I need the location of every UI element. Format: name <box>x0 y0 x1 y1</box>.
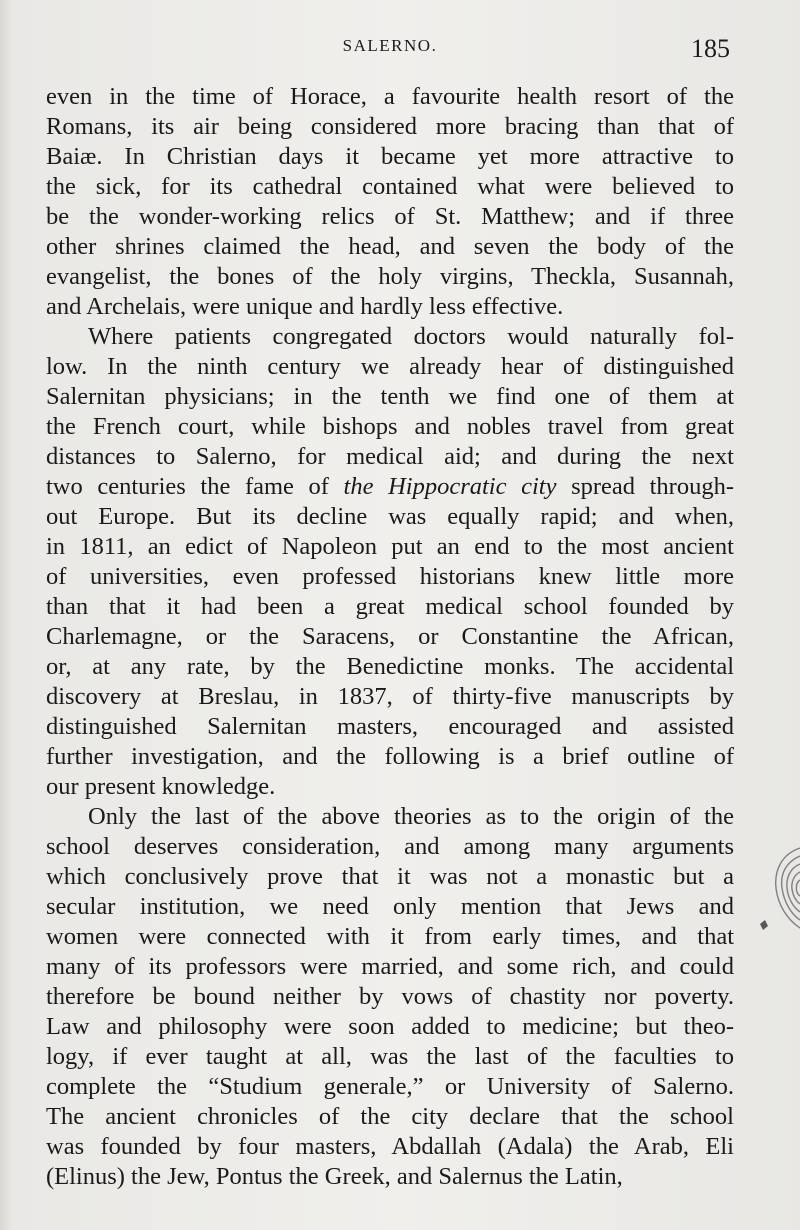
text-line: (Elinus) the Jew, Pontus the Greek, and Salernus the Latin, <box>46 1163 623 1190</box>
text-line: distinguished Salernitan masters, encouraged and assisted <box>46 713 734 740</box>
text-line: Charlemagne, or the Saracens, or Constantine the African, <box>46 623 734 650</box>
text-line: out Europe. But its decline was equally rapid; and when, <box>46 503 734 530</box>
gutter-shadow <box>0 0 12 1230</box>
text-segment: spread through- <box>556 473 734 500</box>
text-line: even in the time of Horace, a favourite health resort of the <box>46 83 734 110</box>
italic-phrase: the Hippocratic city <box>343 473 557 500</box>
text-line: be the wonder-working relics of St. Matthew; and if three <box>46 203 734 230</box>
text-line: Law and philosophy were soon added to medicine; but theo- <box>46 1013 734 1040</box>
body-text <box>46 82 734 1192</box>
text-line: than that it had been a great medical school founded by <box>46 593 734 620</box>
text-line: the French court, while bishops and nobles travel from great <box>46 413 734 440</box>
text-line: Where patients congregated doctors would naturally fol- <box>88 323 734 350</box>
text-line: The ancient chronicles of the city declare that the school <box>46 1103 734 1130</box>
text-line: logy, if ever taught at all, was the last of the faculties to <box>46 1043 734 1070</box>
text-line: and Archelais, were unique and hardly less effective. <box>46 293 564 320</box>
text-line: evangelist, the bones of the holy virgins, Theckla, Susannah, <box>46 263 734 290</box>
text-line: the sick, for its cathedral contained what were believed to <box>46 173 734 200</box>
text-line: Baiæ. In Christian days it became yet more attractive to <box>46 143 734 170</box>
text-line: further investigation, and the following is a brief outline of <box>46 743 734 770</box>
text-line <box>46 472 734 502</box>
text-line: Only the last of the above theories as to the origin of the <box>88 803 734 830</box>
text-line: of universities, even professed historians knew little more <box>46 563 734 590</box>
text-line: many of its professors were married, and some rich, and could <box>46 953 734 980</box>
running-head: SALERNO. <box>342 36 438 55</box>
text-line: women were connected with it from early times, and that <box>46 923 734 950</box>
page-header <box>46 34 734 64</box>
text-line: low. In the ninth century we already hear of distinguished <box>46 353 734 380</box>
text-segment: two centuries the fame of <box>46 473 344 500</box>
text-line: which conclusively prove that it was not a monastic but a <box>46 863 734 890</box>
thumbprint-smudge <box>756 840 800 940</box>
text-line: was founded by four masters, Abdallah (Adala) the Arab, Eli <box>46 1133 734 1160</box>
text-line: discovery at Breslau, in 1837, of thirty-five manuscripts by <box>46 683 734 710</box>
text-line: therefore be bound neither by vows of chastity nor poverty. <box>46 983 734 1010</box>
text-line: school deserves consideration, and among many arguments <box>46 833 734 860</box>
text-line: Salernitan physicians; in the tenth we find one of them at <box>46 383 734 410</box>
text-line: Romans, its air being considered more bracing than that of <box>46 113 734 140</box>
text-line: our present knowledge. <box>46 773 276 800</box>
text-line: or, at any rate, by the Benedictine monks. The accidental <box>46 653 734 680</box>
text-line: other shrines claimed the head, and seven the body of the <box>46 233 734 260</box>
text-line: secular institution, we need only mention that Jews and <box>46 893 734 920</box>
text-line: in 1811, an edict of Napoleon put an end to the most ancient <box>46 533 734 560</box>
text-line: complete the “Studium generale,” or University of Salerno. <box>46 1073 734 1100</box>
page-number: 185 <box>691 34 730 63</box>
text-line: distances to Salerno, for medical aid; and during the next <box>46 443 734 470</box>
